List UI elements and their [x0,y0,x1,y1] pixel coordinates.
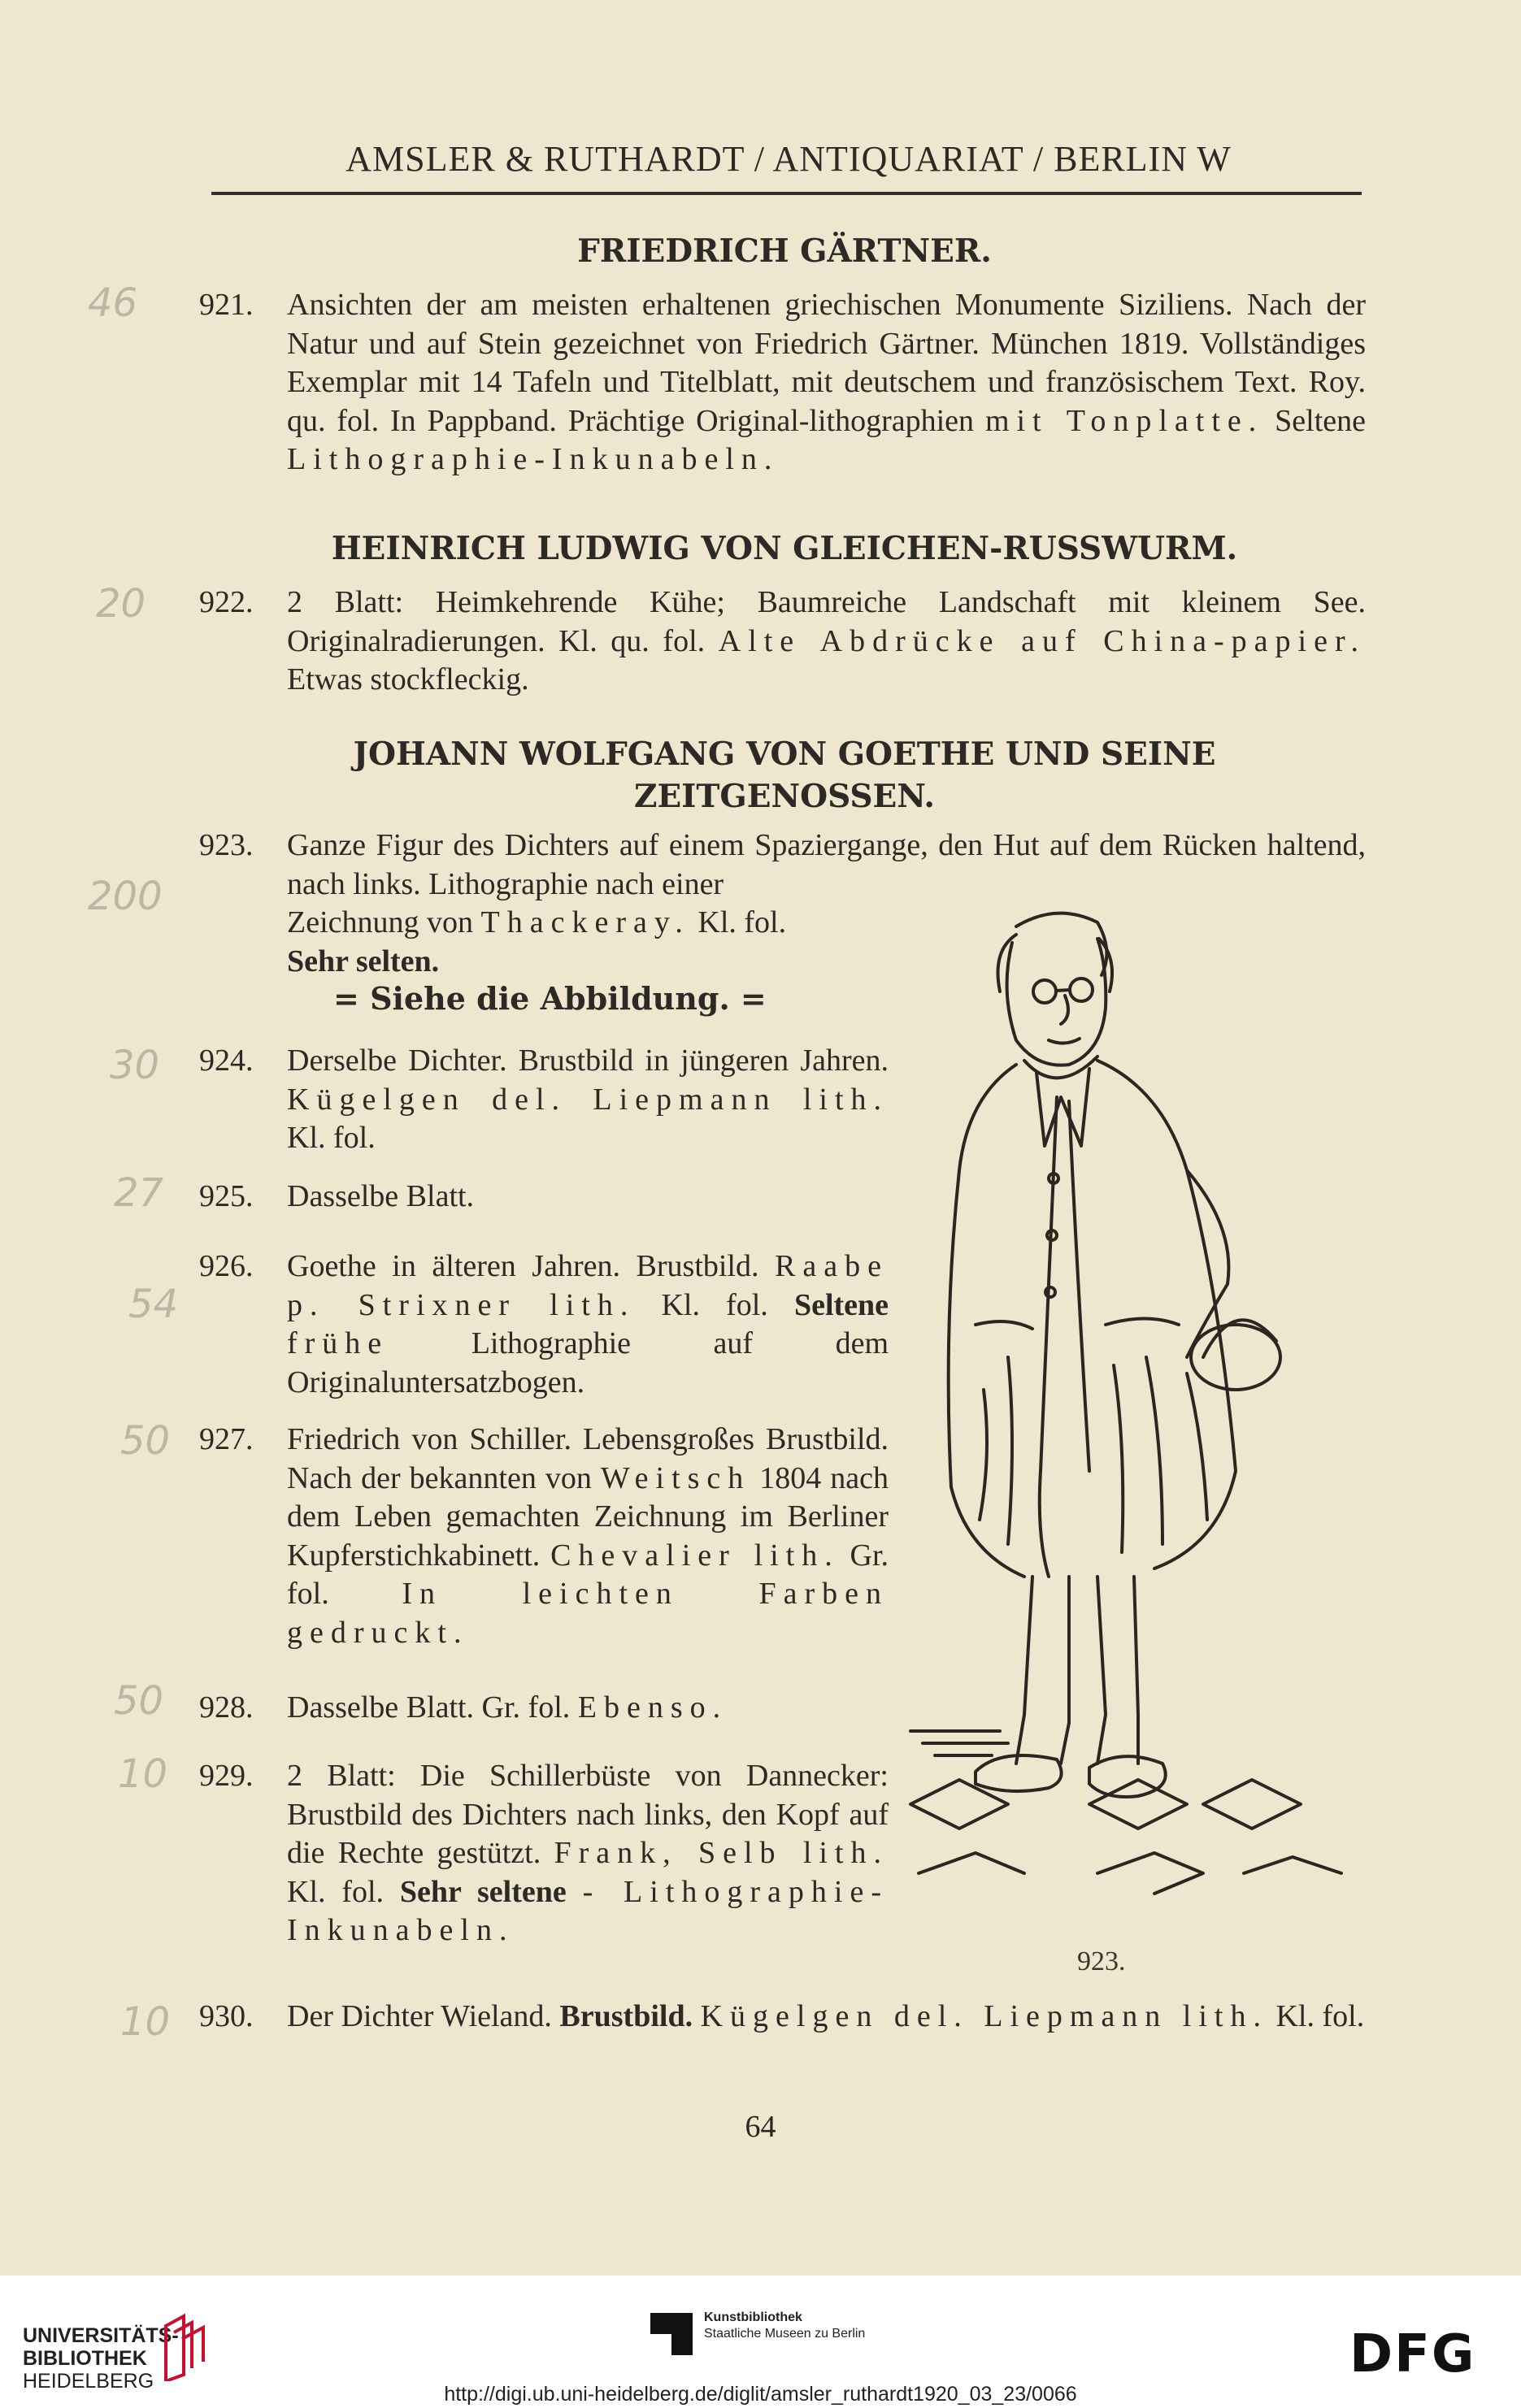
entry-rarity: Sehr seltene [399,1874,567,1909]
pencil-price: 10 [118,1751,168,1797]
entry-number: 921. [199,288,254,322]
pencil-price: 50 [114,1678,164,1724]
uni-line: HEIDELBERG [23,2370,154,2393]
entry-spaced-text: Ebenso. [577,1690,728,1725]
entry-text: Der Dichter Wieland. [287,1999,552,2033]
pencil-price: 54 [128,1282,179,1327]
figure-caption: 923. [1077,1946,1126,1976]
entry-text: Goethe in älteren Jahren. Brustbild. [287,1249,759,1283]
entry-text: Brustbild. [559,1999,693,2033]
section-title-line: JOHANN WOLFGANG VON GOETHE UND SEINE [353,735,1216,773]
kb-line: Staatliche Museen zu Berlin [704,2327,866,2341]
entry-text: Ansichten der am meisten erhaltenen griechischen Monumente Siziliens. Nach der Natur und auf Stein gezeichnet von Friedrich Gärtner. München 1819. Vollständiges Exemplar mit 14 Tafeln und Titelblatt, mit deutschem und französischem Text. Roy. qu. fol. In Pappband. Prächtige Original-lithographien [287,288,1366,438]
entry-number: 928. [199,1690,254,1725]
entry-spaced-text: frühe [287,1326,389,1360]
entry-923-cont [199,904,882,981]
entry-rarity: Seltene [793,1287,889,1322]
entry-rarity: Seltene [1275,403,1367,438]
entry-spaced-text: - Lithographie-Inkunabeln. [287,1874,889,1947]
kunstbibliothek-logo-icon [650,2313,693,2355]
entry-927 [199,1421,889,1652]
dfg-logo: DFG [1349,2324,1476,2384]
entry-text: Kl. fol. [661,1287,768,1322]
entry-text: Kl. fol. [697,905,787,939]
entry-921 [199,286,1366,479]
kunstbibliothek-logo-text [704,2310,865,2342]
entry-922 [199,584,1366,700]
university-library-logo-icon [159,2310,210,2381]
entry-spaced-text: In leichten Farben gedruckt. [287,1577,889,1650]
entry-text: 2 Blatt: Heimkehrende Kühe; Baumreiche Landschaft mit kleinem See. Originalradierungen. Kl. qu. fol. [287,585,1366,658]
entry-number: 929. [199,1759,254,1793]
pencil-price: 50 [120,1418,171,1464]
page-number: 64 [745,2110,776,2144]
section-title-gaertner: FRIEDRICH GÄRTNER. [577,232,992,270]
entry-924 [199,1042,889,1158]
pencil-price: 200 [88,874,163,919]
section-title-line: ZEITGENOSSEN. [633,778,936,815]
entry-number: 923. [199,828,254,862]
entry-930 [199,1998,1366,2037]
uni-line: BIBLIOTHEK [23,2347,147,2370]
entry-spaced-text: Chevalier lith. [550,1538,840,1573]
entry-928 [199,1689,889,1728]
entry-spaced-text: Weitsch [600,1460,751,1495]
entry-number: 930. [199,1999,254,2033]
uni-line: UNIVERSITÄTS- [23,2324,179,2347]
entry-text: Kl. fol. [287,1874,385,1909]
entry-text: Friedrich von Schiller. Lebensgroßes Brustbild. Nach der bekannten von [287,1422,889,1495]
footer-bar [0,2276,1521,2408]
entry-number: 922. [199,585,254,619]
entry-text: Derselbe Dichter. Brustbild in jüngeren Jahren. [287,1043,889,1078]
header-rule [211,192,1362,195]
goethe-figure-illustration [894,902,1349,1950]
entry-text: Etwas stockfleckig. [287,662,529,696]
entry-text: Ganze Figur des Dichters auf einem Spaziergange, den Hut auf dem Rücken haltend, nach links. Lithographie nach einer [287,828,1366,901]
entry-number: 927. [199,1422,254,1456]
pencil-price: 27 [114,1170,164,1216]
pencil-price: 10 [120,1999,171,2045]
entry-spaced-text: Frank, Selb lith. [554,1836,889,1870]
entry-925 [199,1178,889,1217]
entry-spaced-text: Kügelgen del. Liepmann lith. [700,1999,1268,2033]
entry-929 [199,1757,889,1950]
entry-text: Kl. fol. [1275,1999,1365,2033]
pencil-price: 30 [110,1043,160,1088]
entry-number: 924. [199,1043,254,1078]
permalink-url[interactable]: http://digi.ub.uni-heidelberg.de/diglit/amsler_ruthardt1920_03_23/0066 [444,2383,1077,2406]
see-illustration-note: = Siehe die Abbildung. = [333,980,767,1017]
entry-text: Lithographie auf dem Originaluntersatzbogen. [287,1326,889,1399]
entry-rarity: Sehr selten. [287,944,440,978]
section-title-gleichen-russwurm: HEINRICH LUDWIG VON GLEICHEN-RUSSWURM. [331,530,1238,567]
entry-text: 2 Blatt: Die Schillerbüste von Dannecker: Brustbild des Dichters nach links, den Kopf auf die Rechte gestützt. [287,1759,889,1870]
entry-number: 925. [199,1179,254,1213]
entry-spaced-text: Thackeray. [480,905,690,939]
entry-text: Dasselbe Blatt. [287,1179,475,1213]
entry-spaced-text: Alte Abdrücke auf China-papier. [718,623,1367,658]
section-title-goethe [285,733,1284,818]
entry-text: 1804 nach dem Leben gemachten Zeichnung im Berliner Kupferstichkabinett. [287,1460,889,1573]
entry-spaced-text: Kügelgen del. Liepmann lith. [287,1082,889,1117]
entry-926 [199,1247,889,1402]
entry-923 [199,827,1366,904]
kb-line: Kunstbibliothek [704,2310,802,2324]
pencil-price: 46 [88,280,138,326]
entry-spaced-text: Raabe p. Strixner lith. [287,1249,889,1322]
entry-text: Dasselbe Blatt. Gr. fol. [287,1690,571,1725]
page-header: AMSLER & RUTHARDT / ANTIQUARIAT / BERLIN W [345,139,1232,179]
pencil-price: 20 [96,581,146,627]
entry-text: Gr. fol. [287,1538,889,1611]
entry-text: Kl. fol. [287,1121,376,1155]
entry-text: Zeichnung von [287,905,474,939]
entry-spaced-text: Lithographie-Inkunabeln. [287,442,780,476]
entry-spaced-text: mit Tonplatte. [984,403,1264,438]
entry-number: 926. [199,1249,254,1283]
